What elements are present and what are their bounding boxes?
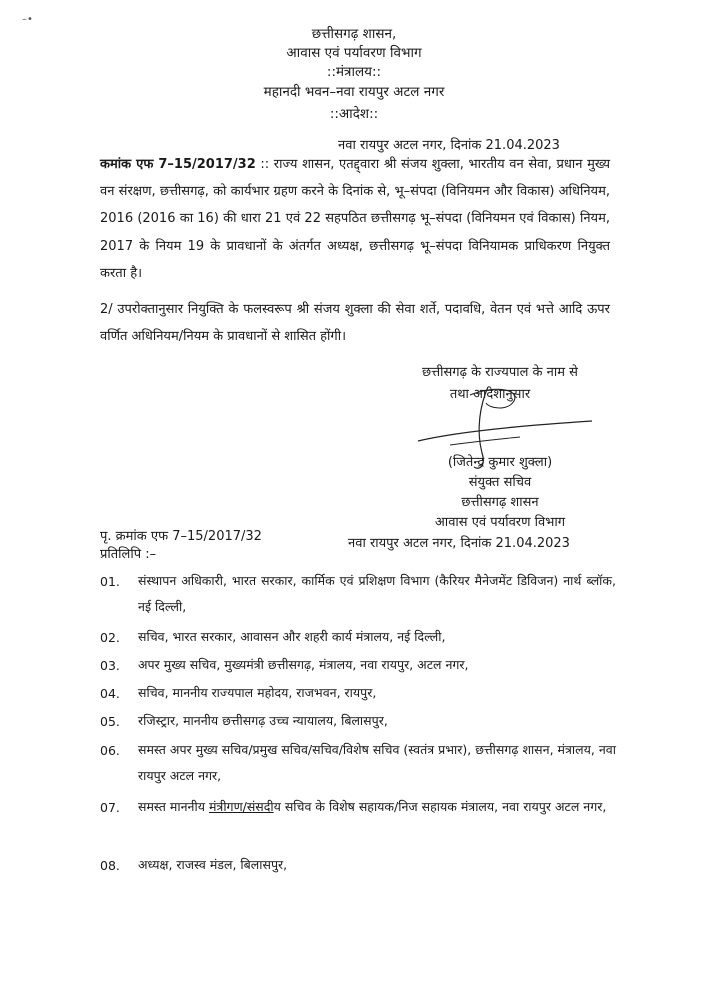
list-item-number: 03. [100, 658, 120, 673]
list-item-number: 05. [100, 714, 120, 729]
header-govt: छत्तीसगढ़ शासन, [311, 26, 397, 42]
header-address: महानदी भवन–नवा रायपुर अटल नगर [263, 84, 445, 100]
list-item-text-end: य सचिव के विशेष सहायक/निज सहायक मंत्रालय, नवा रायपुर अटल नगर, [273, 799, 607, 814]
order-paragraph-1 [100, 151, 610, 287]
authority-line-1: छत्तीसगढ़ के राज्यपाल के नाम से [422, 365, 578, 380]
header-order-title: ::आदेश:: [329, 106, 379, 122]
header-ministry: ::मंत्रालय:: [326, 64, 382, 80]
order-date: नवा रायपुर अटल नगर, दिनांक 21.04.2023 [338, 138, 560, 153]
order-number: कमांक एफ 7–15/2017/32 [100, 157, 256, 172]
copy-label: प्रतिलिपि :– [100, 547, 157, 562]
list-item-number: 01. [100, 574, 120, 589]
list-item-number: 06. [100, 743, 120, 758]
list-item [138, 794, 616, 820]
signatory-designation: संयुक्त सचिव [468, 475, 532, 490]
list-item: समस्त अपर मुख्य सचिव/प्रमुख सचिव/सचिव/विशेष सचिव (स्वतंत्र प्रभार), छत्तीसगढ़ शासन, मंत्रालय, नवा रायपुर अटल नगर, [138, 742, 616, 783]
list-item-number: 07. [100, 800, 120, 815]
list-item: रजिस्ट्रार, माननीय छत्तीसगढ़ उच्च न्यायालय, बिलासपुर, [138, 713, 388, 728]
list-item: अपर मुख्य सचिव, मुख्यमंत्री छत्तीसगढ़, मंत्रालय, नवा रायपुर, अटल नगर, [138, 657, 469, 672]
order-paragraph-2: 2/ उपरोक्तानुसार नियुक्ति के फलस्वरूप श्री संजय शुक्ला की सेवा शर्ते, पदावधि, वेतन एवं भत्ते आदि ऊपर वर्णित अधिनियम/नियम के प्रावधानों से शासित होंगी। [100, 302, 610, 345]
list-item-number: 04. [100, 686, 120, 701]
list-item-number: 02. [100, 630, 120, 645]
list-item: सचिव, माननीय राज्यपाल महोदय, राजभवन, रायपुर, [138, 685, 377, 700]
list-item: सचिव, भारत सरकार, आवासन और शहरी कार्य मंत्रालय, नई दिल्ली, [138, 629, 446, 644]
authority-line-2: तथा आदेशानुसार [449, 387, 531, 402]
signatory-dept: आवास एवं पर्यावरण विभाग [434, 515, 566, 530]
header-dept: आवास एवं पर्यावरण विभाग [286, 45, 422, 61]
list-item-underlined: मंत्रीगण/संसदी [208, 799, 274, 814]
list-item: अध्यक्ष, राजस्व मंडल, बिलासपुर, [138, 857, 288, 872]
order-body: :: राज्य शासन, एतद्द्वारा श्री संजय शुक्ला, भारतीय वन सेवा, प्रधान मुख्य वन संरक्षण, छत्तीसगढ़, को कार्यभार ग्रहण करने के दिनांक से, भू–संपदा (विनियमन और विकास) अधिनियम, 2016 (2016 का 16) की धारा 21 एवं 22 सहपठित छत्तीसगढ़ भू–संपदा (विनियमन एवं विकास) नियम, 2017 के नियम 19 के प्रावधानों के अंतर्गत अध्यक्ष, छत्तीसगढ़ भू–संपदा विनियामक प्राधिकरण नियुक्त करता है। [100, 157, 611, 281]
list-item: संस्थापन अधिकारी, भारत सरकार, कार्मिक एवं प्रशिक्षण विभाग (कैरियर मैनेजमेंट डिविजन) नार्थ ब्लॉक, नई दिल्ली, [138, 573, 616, 614]
corner-mark: –• [22, 14, 33, 25]
signatory-govt: छत्तीसगढ़ शासन [461, 495, 539, 510]
list-item-number: 08. [100, 858, 120, 873]
list-item-text-start: समस्त माननीय [138, 799, 209, 814]
endorsement-date: नवा रायपुर अटल नगर, दिनांक 21.04.2023 [348, 536, 570, 551]
endorsement-number: पृ. क्रमांक एफ 7–15/2017/32 [100, 529, 262, 544]
signatory-name: (जितेन्द्र कुमार शुक्ला) [447, 455, 553, 470]
